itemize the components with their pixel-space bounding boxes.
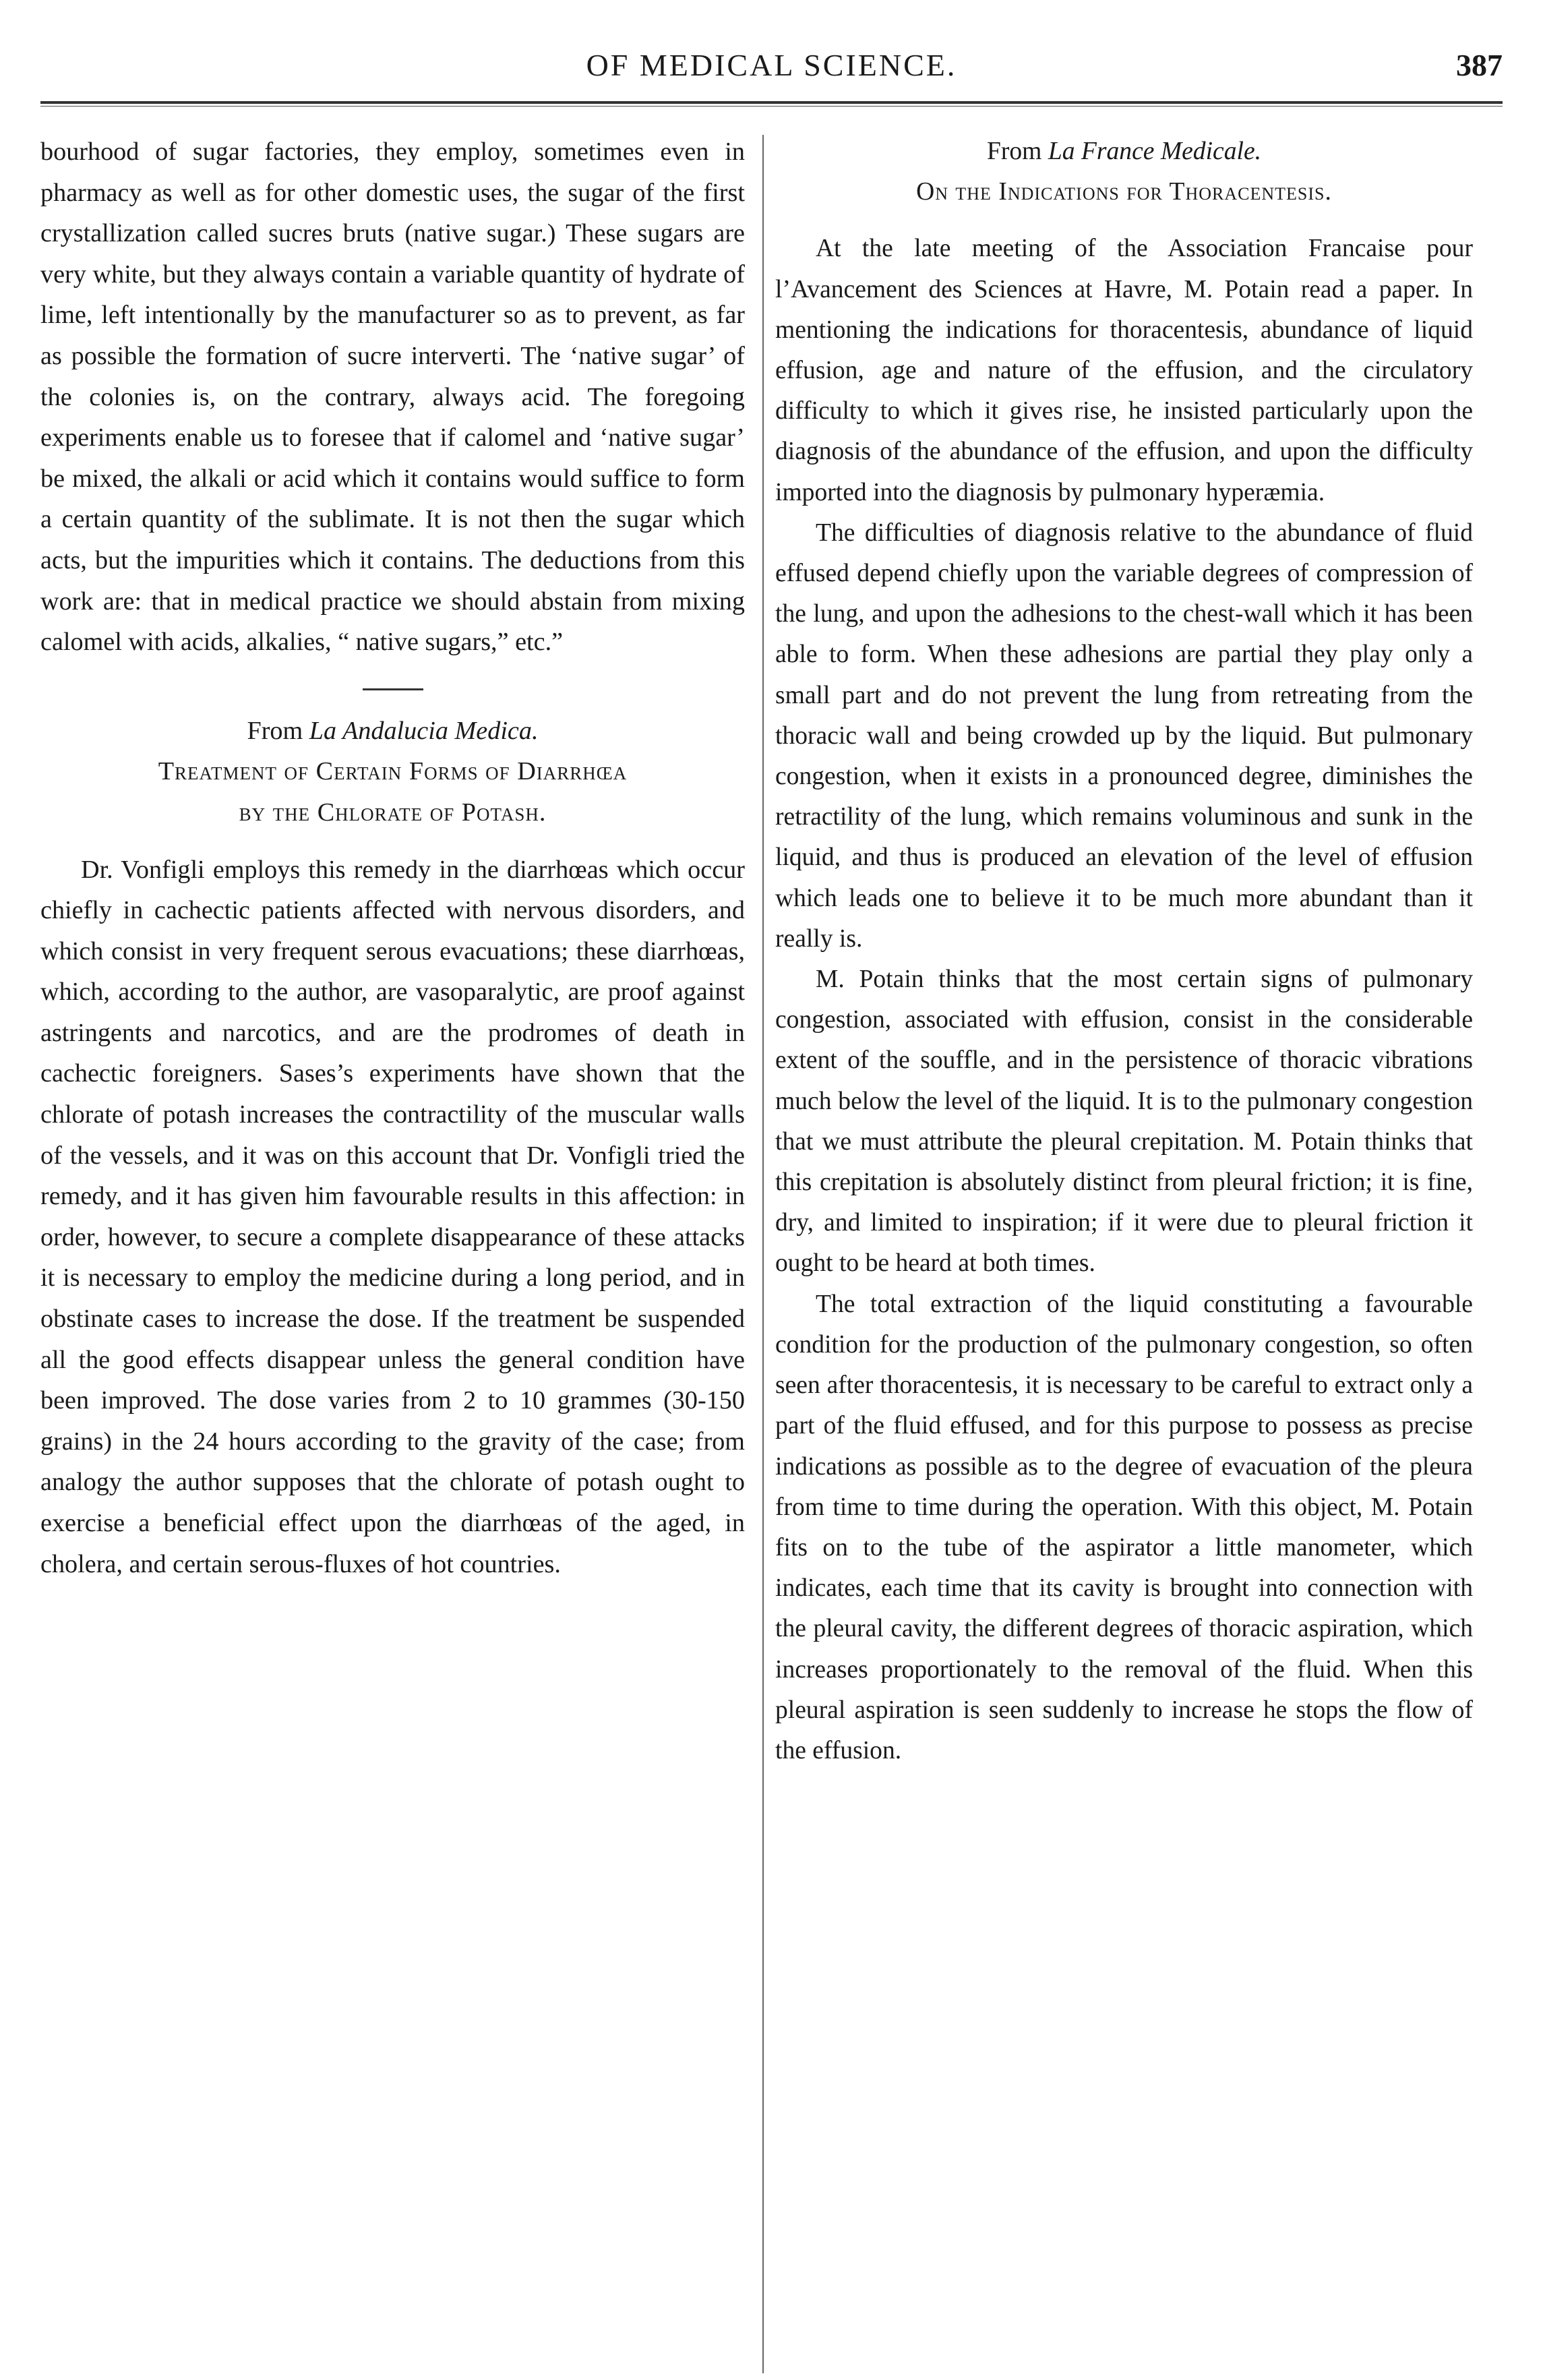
article-paragraph: At the late meeting of the Association Francaise pour l’Avancement des Sciences at Havre, M. Potain read a paper. In mentioning the indications for thoracentesis, abundance of liquid effusion, age and nature of the effusion, and the circulatory difficulty to which it gives rise, he insisted particularly upon the diagnosis of the abundance of the effusion, and upon the difficulty imported into the diagnosis by pulmonary hyperæmia. [775, 235, 1473, 506]
column-divider [762, 135, 764, 2373]
article-paragraph: M. Potain thinks that the most certain signs of pulmonary congestion, associated with effusion, consist in the considerable extent of the souffle, and in the persistence of thoracic vibrations much below the level of the liquid. It is to the pulmonary congestion that we must attribute the pleural crepitation. M. Potain thinks that this crepitation is absolutely distinct from pleural friction; it is fine, dry, and limited to inspiration; if it were due to pleural friction it ought to be heard at both times. [775, 965, 1473, 1278]
header-rule [40, 101, 1503, 107]
left-column [40, 131, 745, 1584]
article-title-line-2: by the Chlorate of Potash. [239, 798, 547, 827]
article-title-line-1: Treatment of Certain Forms of Diarrhœa [158, 757, 628, 786]
continuation-paragraph: bourhood of sugar factories, they employ, sometimes even in pharmacy as well as for other domestic uses, the sugar of the first crystallization called sucres bruts (native sugar.) These sugars are very white, but they always contain a variable quantity of hydrate of lime, left intentionally by the manufacturer so as to prevent, as far as possible the formation of sucre interverti. The ‘native sugar’ of the colonies is, on the contrary, always acid. The foregoing experiments enable us to foresee that if calomel and ‘native sugar’ be mixed, the alkali or acid which it contains would suffice to form a certain quantity of the sublimate. It is not then the sugar which acts, but the impurities which it contains. The deductions from this work are: that in medical practice we should abstain from mixing calomel with acids, alkalies, “ native sugars,” etc.” [40, 138, 745, 657]
source-prefix: From [247, 716, 303, 745]
source-journal: La France Medicale. [1048, 138, 1262, 165]
article-paragraph: The total extraction of the liquid constituting a favourable condition for the production of the pulmonary congestion, so often seen after thoracentesis, it is necessary to be careful to extract only a part of the fluid effused, and for this purpose to possess as precise indications as possible as to the degree of evacuation of the pleura from time to time during the operation. With this object, M. Potain fits on to the tube of the aspirator a little manometer, which indicates, each time that its cavity is brought into connection with the pleural cavity, the different degrees of thoracic aspiration, which increases proportionately to the removal of the fluid. When this pleural aspiration is seen suddenly to increase he stops the flow of the effusion. [775, 1290, 1473, 1764]
article-source [40, 711, 745, 752]
source-prefix: From [986, 138, 1042, 165]
right-column [775, 131, 1473, 1771]
article-paragraph: The difficulties of diagnosis relative to the abundance of fluid effused depend chiefly upon the variable degrees of compression of the lung, and upon the adhesions to the chest-wall which it has been able to form. When these adhesions are partial they play only a small part and do not prevent the lung from retreating from the thoracic wall and being crowded up by the liquid. But pulmonary congestion, when it exists in a pronounced degree, diminishes the retractility of the lung, which remains voluminous and sunk in the liquid, and thus is produced an elevation of the level of effusion which leads one to believe it to be much more abundant than it really is. [775, 518, 1473, 953]
article-title: On the Indications for Thoracentesis. [916, 178, 1332, 206]
source-journal: La Andalucia Medica. [309, 716, 539, 745]
article-source [775, 131, 1473, 172]
running-title: OF MEDICAL SCIENCE. [586, 48, 957, 82]
page-number: 387 [1456, 48, 1503, 82]
article-paragraph: Dr. Vonfigli employs this remedy in the diarrhœas which occur chiefly in cachectic patients affected with nervous disorders, and which consist in very frequent serous evacuations; these diarrhœas, which, according to the author, are vasoparalytic, are proof against astringents and narcotics, and are the prodromes of death in cachectic foreigners. Sases’s experiments have shown that the chlorate of potash increases the contractility of the muscular walls of the vessels, and it was on this account that Dr. Vonfigli tried the remedy, and it has given him favourable results in this affection: in order, however, to secure a complete disappearance of these attacks it is necessary to employ the medicine during a long period, and in obstinate cases to increase the dose. If the treatment be suspended all the good effects disappear unless the general condition have been improved. The dose varies from 2 to 10 grammes (30-150 grains) in the 24 hours according to the gravity of the case; from analogy the author supposes that the chlorate of potash ought to exercise a beneficial effect upon the diarrhœas of the aged, in cholera, and certain serous-fluxes of hot countries. [40, 855, 745, 1578]
section-separator [363, 688, 423, 690]
page-header [40, 47, 1503, 96]
